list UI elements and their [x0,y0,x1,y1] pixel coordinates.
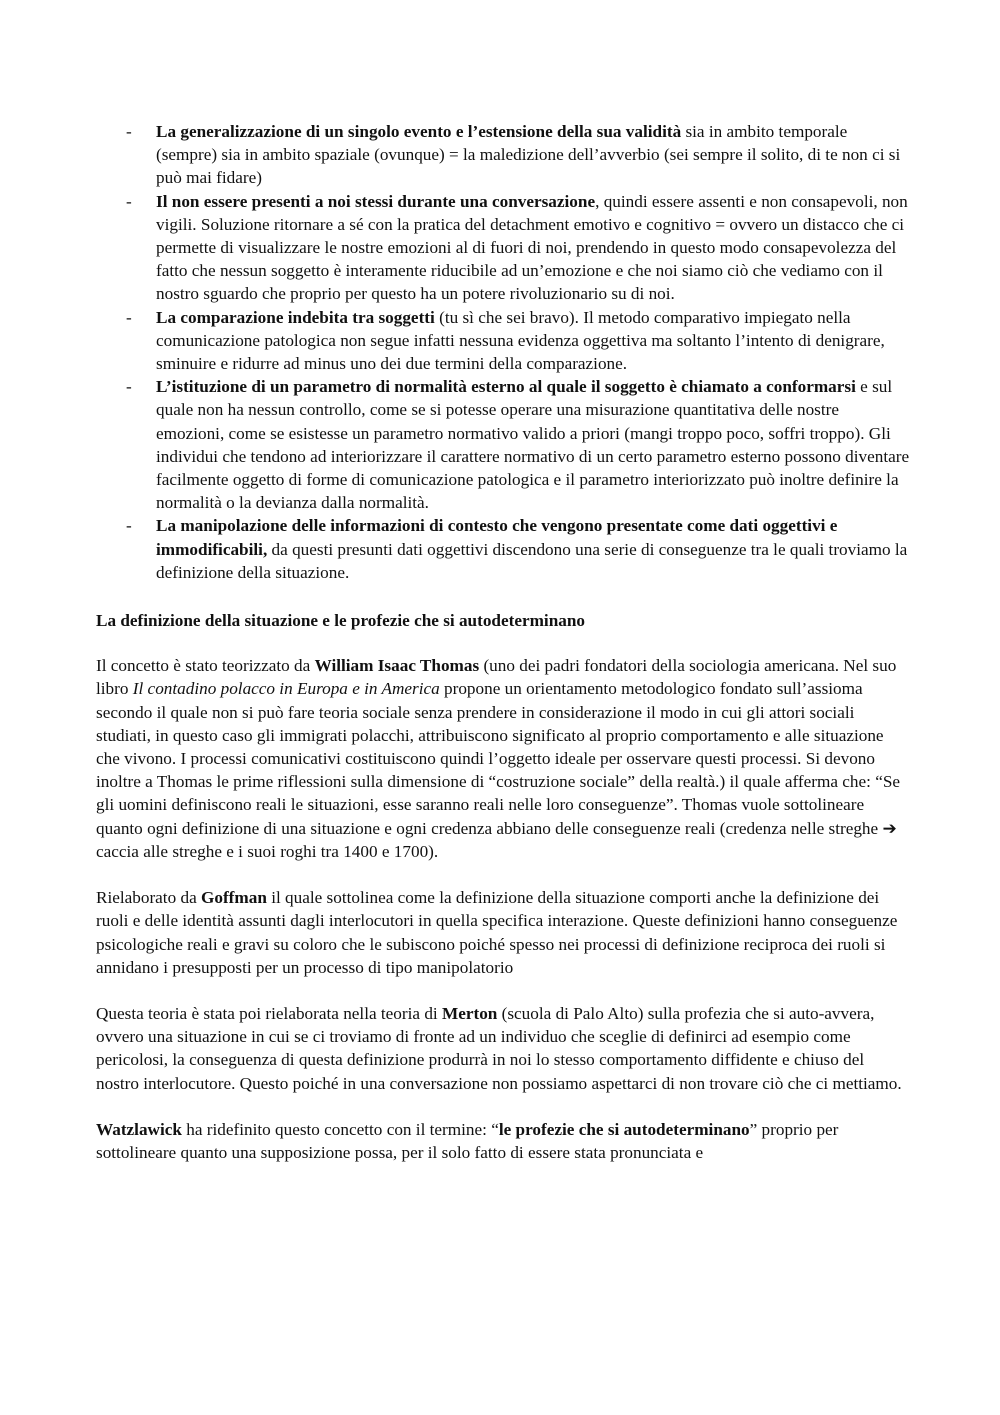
arrow-right-icon: ➔ [882,818,897,838]
list-item-text: e sul quale non ha nessun controllo, come se si potesse operare una misurazione quantitativa delle nostre emozioni, come se esistesse un parametro normativo valido a priori (mangi troppo poco, soffri troppo). Gli individui che tendono ad interiorizzare il carattere normativo di un certo parametro esterno possono diventare facilmente oggetto di forme di comunicazione patologica e il parametro interiorizzato può inoltre definire la normalità o la devianza dalla normalità. [156,377,910,513]
author-name: Watzlawick [96,1119,182,1139]
text-run: ha ridefinito questo concetto con il termine: “ [181,1119,499,1139]
list-dash: - [126,516,132,536]
paragraph-goffman [96,886,910,979]
text-run: il quale sottolinea come la definizione della situazione comporti anche la definizione dei ruoli e delle identità assunti dagli interlocutori in quella specifica interazione. Queste definizioni hanno conseguenze psicologiche reali e gravi su coloro che le subiscono poiché spesso nei processi di definizione reciproca dei ruoli si annidano i presupposti per un processo di tipo manipolatorio [96,888,898,977]
text-run: Rielaborato da [96,888,201,908]
paragraph-thomas [96,654,910,863]
list-item [96,514,910,584]
list-dash: - [126,122,132,141]
concept-term: le profezie che si autodeterminano [498,1119,750,1139]
paragraph-watzlawick [96,1118,910,1164]
list-item-text: , quindi essere assenti e non consapevoli, non vigili. Soluzione ritornare a sé con la pratica del detachment emotivo e cognitivo = ovvero un distacco che ci permette di visualizzare le nostre emozioni al di fuori di noi, prendendo in questo modo consapevolezza del fatto che nessun soggetto è interamente riducibile ad un’emozione e che noi siamo ciò che vediamo con il nostro sguardo che proprio per questo ha un potere rivoluzionario su di noi. [156,191,908,304]
list-item [96,190,910,306]
text-run: ” proprio per sottolineare quanto una supposizione possa, per il solo fatto di essere stata pronunciata e [96,1119,839,1162]
text-run: caccia alle streghe e i suoi roghi tra 1400 e 1700). [96,841,439,861]
paragraph-merton [96,1002,910,1095]
list-item [96,120,910,190]
text-run: (uno dei padri fondatori della sociologia americana. Nel suo libro [96,656,897,699]
book-title: Il contadino polacco in Europa e in America [132,679,440,699]
list-item-text: sia in ambito temporale (sempre) sia in ambito spaziale (ovunque) = la maledizione dell’avverbio (sei sempre il solito, di te non ci si può mai fidare) [156,122,901,188]
text-run: Questa teoria è stata poi rielaborata nella teoria di [96,1003,442,1023]
list-dash: - [126,191,132,211]
list-item-bold: La manipolazione delle informazioni di contesto che vengono presentate come dati oggettivi e immodificabili, [156,516,838,559]
list-item-text: da questi presunti dati oggettivi discendono una serie di conseguenze tra le quali troviamo la definizione della situazione. [156,539,908,582]
document-page [96,120,910,1187]
list-item [96,306,910,376]
author-name: Goffman [201,888,267,908]
text-run: Il concetto è stato teorizzato da [96,656,315,676]
list-item-bold: L’istituzione di un parametro di normalità esterno al quale il soggetto è chiamato a conformarsi [156,377,856,397]
author-name: Merton [441,1003,498,1023]
text-run: propone un orientamento metodologico fondato sull’assioma secondo il quale non si può fare teoria sociale senza prendere in considerazione il modo in cui gli attori sociali studiati, in questo caso gli immigrati polacchi, attribuiscono significato al proprio comportamento e alle situazione che vivono. I processi comunicativi costituiscono quindi l’oggetto ideale per osservare questi processi. Si devono inoltre a Thomas le prime riflessioni sulla dimensione di “costruzione sociale” della realtà.) il quale afferma che: “Se gli uomini definiscono reali le situazioni, esse saranno reali nelle loro conseguenze”. Thomas vuole sottolineare quanto ogni definizione di una situazione e ogni credenza abbiano delle conseguenze reali (credenza nelle streghe [96,679,901,838]
list-item-bold: La comparazione indebita tra soggetti [156,307,435,327]
list-dash: - [126,377,132,397]
list-item-bold: Il non essere presenti a noi stessi durante una conversazione [156,191,596,211]
bullet-list [96,120,910,584]
author-name: William Isaac Thomas [314,656,480,676]
list-dash: - [126,307,132,327]
section-heading: La definizione della situazione e le profezie che si autodeterminano [96,611,585,631]
text-run: (scuola di Palo Alto) sulla profezia che si auto-avvera, ovvero una situazione in cui se ci troviamo di fronte ad un individuo che sceglie di definirci ad esempio come pericolosi, la conseguenza di questa definizione produrrà in noi lo stesso comportamento diffidente e chiuso del nostro interlocutore. Questo poiché in una conversazione non possiamo aspettarci di non trovare ciò che ci mettiamo. [96,1003,902,1093]
list-item-bold: La generalizzazione di un singolo evento e l’estensione della sua validità [156,122,682,141]
list-item-text: (tu sì che sei bravo). Il metodo comparativo impiegato nella comunicazione patologica non segue infatti nessuna evidenza oggettiva ma soltanto l’intento di denigrare, sminuire e ridurre ad minus uno dei due termini della comparazione. [156,307,885,374]
list-item [96,375,910,514]
